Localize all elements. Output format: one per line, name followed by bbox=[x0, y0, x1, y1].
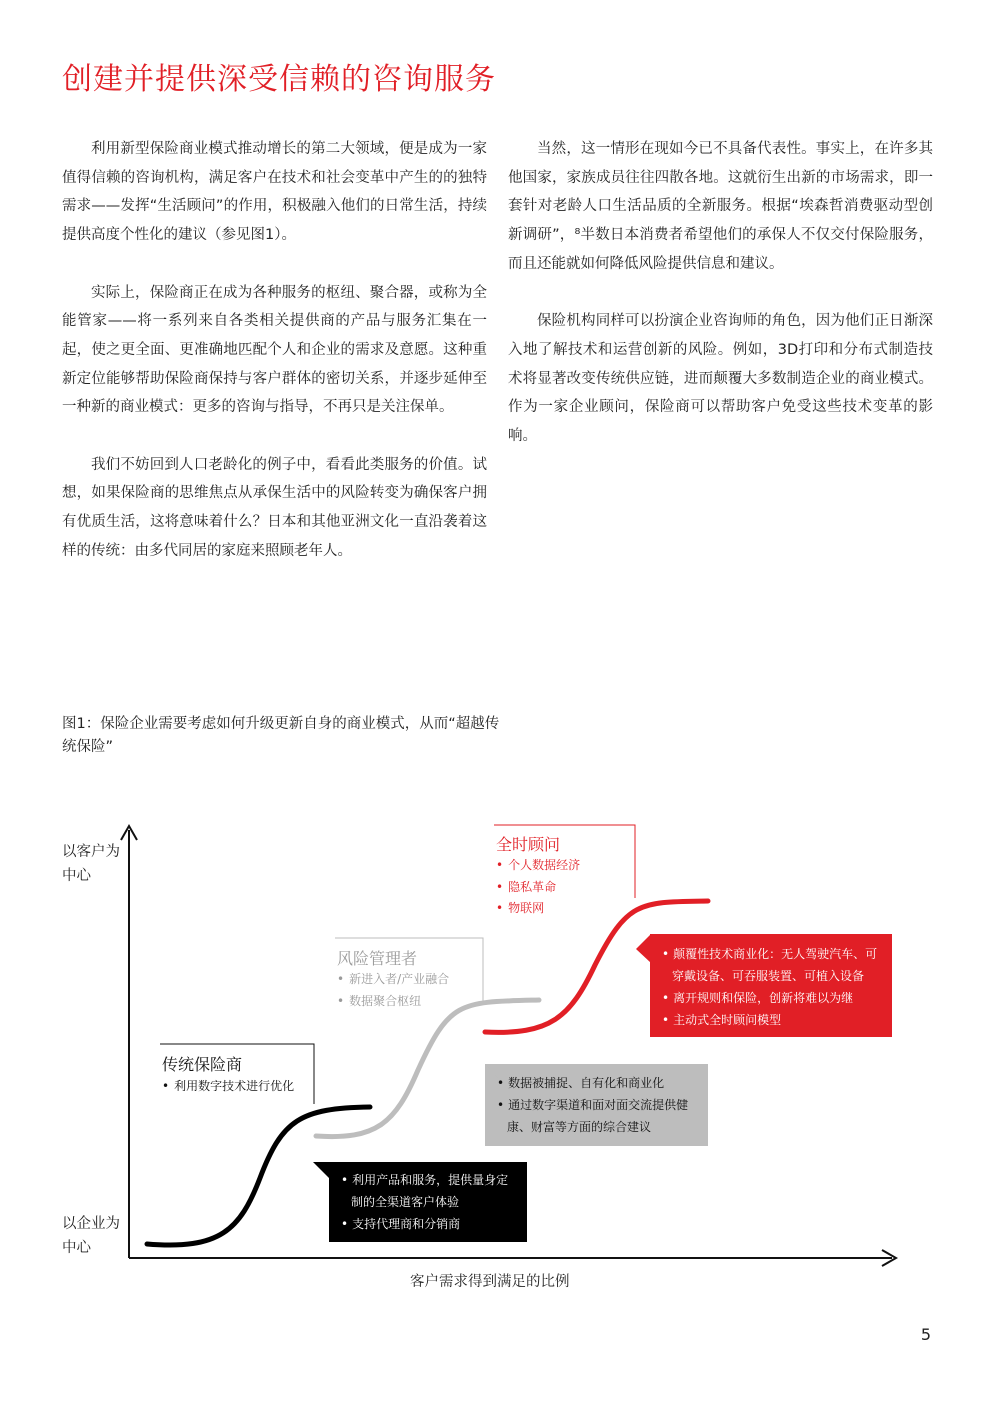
list-item: • 个人数据经济 bbox=[496, 855, 580, 877]
list-item: • 利用产品和服务，提供量身定制的全渠道客户体验 bbox=[341, 1169, 517, 1213]
stage-1-title: 传统保险商 bbox=[162, 1055, 243, 1074]
y-axis-bottom-label: 以企业为中心 bbox=[62, 1216, 120, 1256]
paragraph: 利用新型保险商业模式推动增长的第二大领域，便是成为一家值得信赖的咨询机构，满足客户在技术和社会变革中产生的的独特需求——发挥“生活顾问”的作用，积极融入他们的日常生活，持续提供高度个性化的建议（参见图1）。 bbox=[62, 141, 487, 244]
stage-3-bullets bbox=[496, 855, 580, 920]
list-item: • 颠覆性技术商业化：无人驾驶汽车、可穿戴设备、可吞服装置、可植入设备 bbox=[662, 943, 882, 987]
x-axis-label: 客户需求得到满足的比例 bbox=[410, 1274, 570, 1290]
stage-2-callout bbox=[485, 1064, 708, 1146]
list-item: • 物联网 bbox=[496, 898, 580, 920]
paragraph: 实际上，保险商正在成为各种服务的枢纽、聚合器，或称为全能管家——将一系列来自各类相关提供商的产品与服务汇集在一起，使之更全面、更准确地匹配个人和企业的需求及意愿。这种重新定位能够帮助保险商保持与客户群体的密切关系，并逐步延伸至一种新的商业模式：更多的咨询与指导，不再只是关注保单。 bbox=[62, 284, 487, 416]
y-axis-top-label: 以客户为中心 bbox=[62, 844, 120, 884]
stage-3-callout bbox=[650, 934, 892, 1039]
paragraph: 保险机构同样可以扮演企业咨询师的角色，因为他们正日渐深入地了解技术和运营创新的风险。例如，3D打印和分布式制造技术将显著改变传统供应链，进而颠覆大多数制造企业的商业模式。作为一家企业顾问，保险商可以帮助客户免受这些技术变革的影响。 bbox=[508, 313, 933, 445]
list-item: • 数据聚合枢纽 bbox=[337, 991, 449, 1013]
stage-3-callout-pointer bbox=[636, 934, 651, 963]
stage-2-bullets bbox=[337, 969, 449, 1012]
list-item: • 新进入者/产业融合 bbox=[337, 969, 449, 991]
list-item: • 主动式全时顾问模型 bbox=[662, 1009, 882, 1031]
page-number: 5 bbox=[920, 1325, 931, 1344]
list-item: • 通过数字渠道和面对面交流提供健康、财富等方面的综合建议 bbox=[497, 1094, 698, 1138]
stage-2-title: 风险管理者 bbox=[337, 949, 418, 968]
stage-1-bullets bbox=[162, 1076, 294, 1098]
list-item: • 离开规则和保险，创新将难以为继 bbox=[662, 987, 882, 1009]
figure-caption: 图1：保险企业需要考虑如何升级更新自身的商业模式，从而“超越传统保险” bbox=[62, 716, 500, 755]
paragraph: 当然，这一情形在现如今已不具备代表性。事实上，在许多其他国家，家族成员往往四散各地。这就衍生出新的市场需求，即一套针对老龄人口生活品质的全新服务。根据“埃森哲消费驱动型创新调研”，⁸半数日本消费者希望他们的承保人不仅交付保险服务，而且还能就如何降低风险提供信息和建议。 bbox=[508, 141, 933, 272]
stage-1-callout bbox=[329, 1162, 527, 1243]
list-item: • 隐私革命 bbox=[496, 877, 580, 899]
list-item: • 利用数字技术进行优化 bbox=[162, 1076, 294, 1098]
stage-3-title: 全时顾问 bbox=[496, 835, 561, 854]
page-title: 创建并提供深受信赖的咨询服务 bbox=[62, 62, 496, 97]
paragraph: 我们不妨回到人口老龄化的例子中，看看此类服务的价值。试想，如果保险商的思维焦点从承保生活中的风险转变为确保客户拥有优质生活，这将意味着什么？日本和其他亚洲文化一直沿袭着这样的传统：由多代同居的家庭来照顾老年人。 bbox=[62, 456, 487, 559]
list-item: • 支持代理商和分销商 bbox=[341, 1213, 517, 1235]
list-item: • 数据被捕捉、自有化和商业化 bbox=[497, 1072, 698, 1094]
